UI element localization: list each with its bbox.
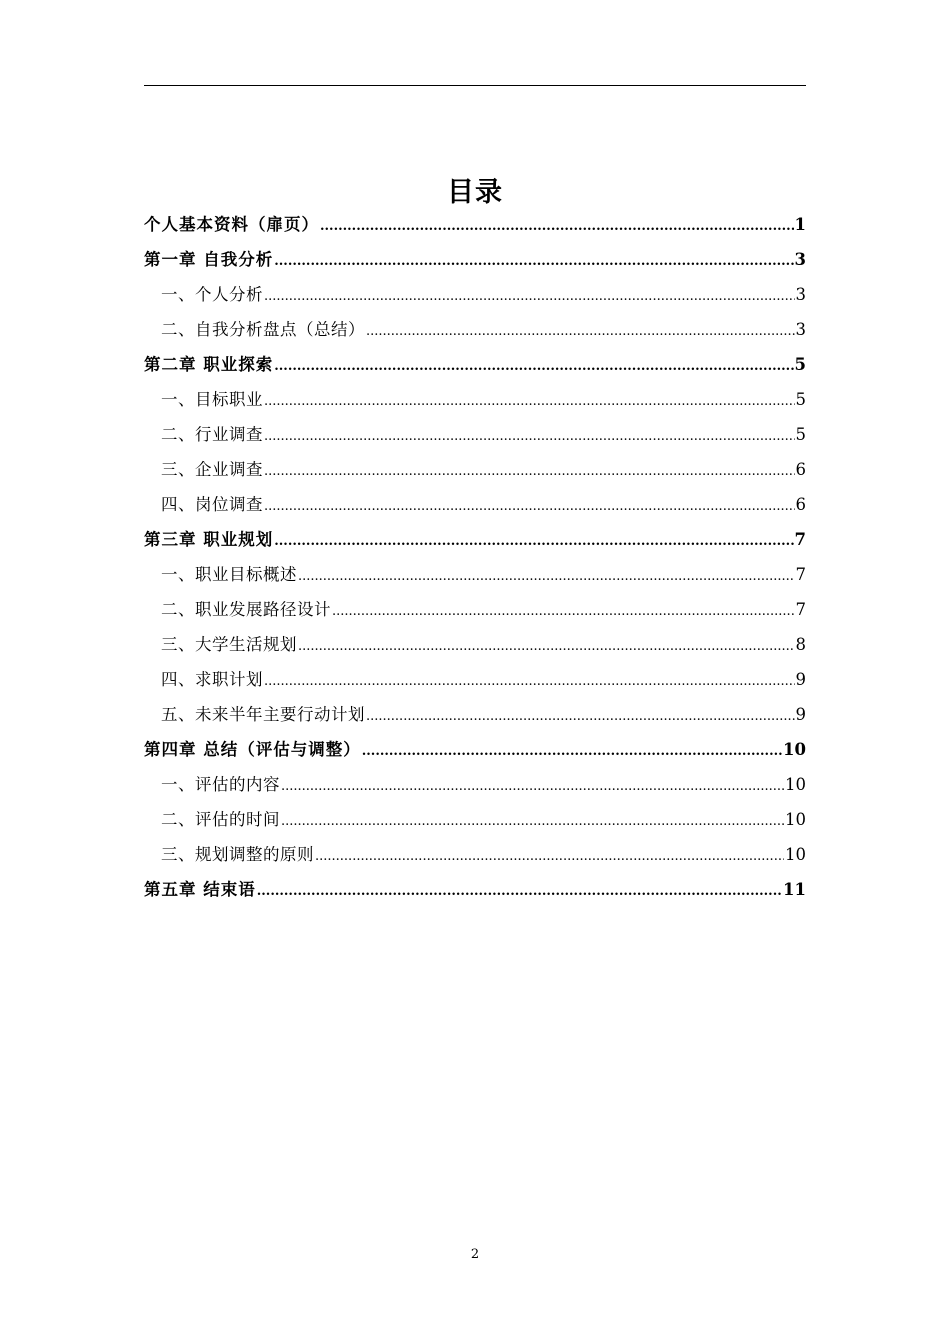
toc-entry-text: 一、职业目标概述 xyxy=(161,565,297,584)
toc-entry-text: 第二章 职业探索 xyxy=(144,355,274,374)
page-title: 目录 xyxy=(447,177,503,208)
toc-entry[interactable] xyxy=(144,697,806,732)
toc-page-number: 5 xyxy=(795,390,806,409)
toc-dot-leader xyxy=(281,769,784,804)
toc-page-number: 9 xyxy=(795,670,806,689)
toc-entry[interactable] xyxy=(144,662,806,697)
toc-page-number: 10 xyxy=(785,810,806,829)
toc-dot-leader xyxy=(264,664,795,699)
toc-dot-leader xyxy=(366,699,795,734)
toc-dot-leader xyxy=(257,874,782,909)
toc-entry[interactable] xyxy=(144,277,806,312)
toc-entry-text: 第一章 自我分析 xyxy=(144,250,274,269)
header-rule xyxy=(144,85,806,86)
toc-dot-leader xyxy=(366,314,795,349)
toc-entry[interactable] xyxy=(144,522,806,557)
toc-page-number: 9 xyxy=(795,705,806,724)
toc-entry[interactable] xyxy=(144,837,806,872)
toc-entry-text: 三、企业调查 xyxy=(161,460,263,479)
toc-entry[interactable] xyxy=(144,732,806,767)
toc-entry-text: 二、行业调查 xyxy=(161,425,263,444)
toc-entry[interactable] xyxy=(144,417,806,452)
toc-dot-leader xyxy=(315,839,784,874)
toc-page-number: 6 xyxy=(795,495,806,514)
toc-page-number: 11 xyxy=(783,880,806,899)
toc-page-number: 10 xyxy=(785,775,806,794)
toc-dot-leader xyxy=(264,384,795,419)
toc-dot-leader xyxy=(264,454,795,489)
toc-page-number: 3 xyxy=(794,250,806,269)
toc-entry[interactable] xyxy=(144,487,806,522)
toc-page-number: 7 xyxy=(795,565,806,584)
toc-entry[interactable] xyxy=(144,767,806,802)
toc-entry-text: 第四章 总结（评估与调整） xyxy=(144,740,361,759)
toc-page-number: 5 xyxy=(795,425,806,444)
toc-entry[interactable] xyxy=(144,872,806,907)
toc-dot-leader xyxy=(362,734,782,769)
toc-entry[interactable] xyxy=(144,347,806,382)
toc-entry-text: 五、未来半年主要行动计划 xyxy=(161,705,365,724)
toc-entry-text: 第五章 结束语 xyxy=(144,880,256,899)
toc-entry[interactable] xyxy=(144,242,806,277)
toc-dot-leader xyxy=(281,804,784,839)
toc-entry-text: 一、目标职业 xyxy=(161,390,263,409)
toc-entry-text: 二、自我分析盘点（总结） xyxy=(161,320,365,339)
toc-dot-leader xyxy=(298,629,795,664)
toc-entry-text: 一、个人分析 xyxy=(161,285,263,304)
toc-dot-leader xyxy=(274,524,793,559)
toc-entry-text: 四、岗位调查 xyxy=(161,495,263,514)
toc-page-number: 3 xyxy=(795,320,806,339)
toc-page-number: 10 xyxy=(783,740,806,759)
toc-entry[interactable] xyxy=(144,557,806,592)
toc-dot-leader xyxy=(274,349,793,384)
toc-page-number: 8 xyxy=(795,635,806,654)
toc-page-number: 5 xyxy=(794,355,806,374)
toc-page-number: 3 xyxy=(795,285,806,304)
toc-entry-text: 三、规划调整的原则 xyxy=(161,845,314,864)
toc-entry[interactable] xyxy=(144,312,806,347)
toc-dot-leader xyxy=(264,419,795,454)
toc-page-number: 1 xyxy=(794,215,806,234)
toc-dot-leader xyxy=(274,244,793,279)
toc-entry-text: 二、职业发展路径设计 xyxy=(161,600,331,619)
toc-dot-leader xyxy=(332,594,795,629)
toc-entry[interactable] xyxy=(144,592,806,627)
toc-entry[interactable] xyxy=(144,627,806,662)
toc-dot-leader xyxy=(264,489,795,524)
toc-entry[interactable] xyxy=(144,382,806,417)
toc-entry-text: 三、大学生活规划 xyxy=(161,635,297,654)
toc-entry[interactable] xyxy=(144,802,806,837)
toc-page-number: 6 xyxy=(795,460,806,479)
toc-entry-text: 四、求职计划 xyxy=(161,670,263,689)
toc-entry-text: 二、评估的时间 xyxy=(161,810,280,829)
toc-page-number: 7 xyxy=(795,600,806,619)
toc-entry-text: 一、评估的内容 xyxy=(161,775,280,794)
page-number: 2 xyxy=(470,1247,480,1262)
toc-page-number: 10 xyxy=(785,845,806,864)
toc-entry-text: 第三章 职业规划 xyxy=(144,530,274,549)
toc-page-number: 7 xyxy=(794,530,806,549)
toc-dot-leader xyxy=(298,559,795,594)
toc-entry[interactable] xyxy=(144,207,806,242)
toc-entry-text: 个人基本资料（扉页） xyxy=(144,215,319,234)
toc-dot-leader xyxy=(264,279,795,314)
toc-dot-leader xyxy=(320,209,794,244)
toc-entry[interactable] xyxy=(144,452,806,487)
table-of-contents xyxy=(144,207,806,907)
